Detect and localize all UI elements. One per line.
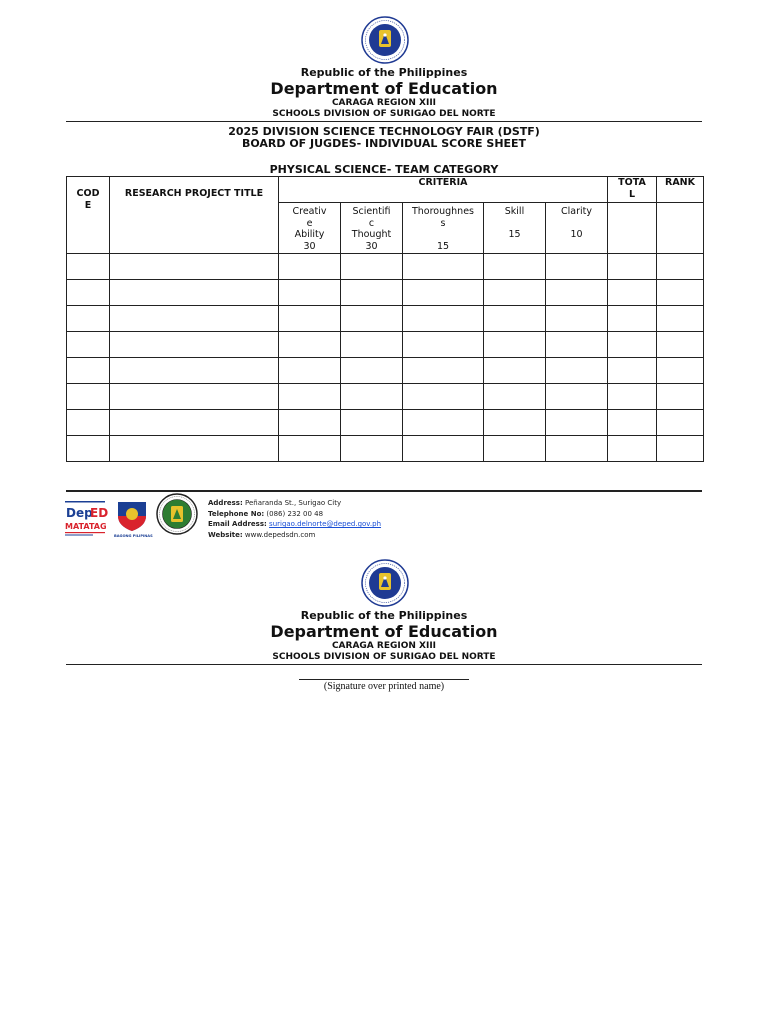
creative-score-cell[interactable] — [279, 435, 341, 461]
rank-cell[interactable] — [657, 435, 704, 461]
title-column-header: RESEARCH PROJECT TITLE — [110, 177, 279, 254]
title-cell[interactable] — [110, 383, 279, 409]
criterion-thoroughness: Thoroughnes s 15 — [403, 203, 484, 254]
deped-seal-icon — [361, 16, 409, 64]
criteria-header: CRITERIA — [279, 177, 608, 203]
title-cell[interactable] — [110, 409, 279, 435]
thoroughness-score-cell[interactable] — [403, 331, 484, 357]
category-title: PHYSICAL SCIENCE- TEAM CATEGORY — [269, 163, 499, 176]
skill-score-cell[interactable] — [484, 383, 546, 409]
signature-caption: (Signature over printed name) — [323, 681, 445, 692]
region-heading-2: CARAGA REGION XIII — [331, 641, 437, 651]
clarity-score-cell[interactable] — [546, 331, 608, 357]
rank-subheader-cell — [657, 203, 704, 254]
website-line: Website: www.depedsdn.com — [208, 530, 316, 539]
republic-heading: Republic of the Philippines — [300, 66, 468, 79]
scientific-score-cell[interactable] — [341, 253, 403, 279]
rank-cell[interactable] — [657, 253, 704, 279]
scientific-score-cell[interactable] — [341, 331, 403, 357]
code-cell[interactable] — [67, 409, 110, 435]
thoroughness-score-cell[interactable] — [403, 409, 484, 435]
thoroughness-score-cell[interactable] — [403, 357, 484, 383]
creative-score-cell[interactable] — [279, 279, 341, 305]
email-link[interactable]: surigao.delnorte@deped.gov.ph — [269, 520, 382, 528]
code-column-header — [67, 177, 110, 254]
clarity-score-cell[interactable] — [546, 357, 608, 383]
division-heading: SCHOOLS DIVISION OF SURIGAO DEL NORTE — [272, 109, 496, 119]
criterion-points: 30 — [365, 240, 378, 252]
department-heading-2: Department of Education — [270, 622, 498, 641]
code-cell[interactable] — [67, 253, 110, 279]
criterion-points: 15 — [508, 229, 521, 240]
division-heading-2: SCHOOLS DIVISION OF SURIGAO DEL NORTE — [272, 652, 496, 662]
deped-matatag-logo — [64, 498, 109, 538]
table-row — [67, 279, 704, 305]
total-cell[interactable] — [608, 331, 657, 357]
svg-text:Dep: Dep — [66, 506, 93, 520]
rank-cell[interactable] — [657, 331, 704, 357]
title-cell[interactable] — [110, 435, 279, 461]
thoroughness-score-cell[interactable] — [403, 305, 484, 331]
code-cell[interactable] — [67, 331, 110, 357]
footer-divider — [66, 490, 702, 492]
code-header-line2: E — [84, 200, 92, 211]
skill-score-cell[interactable] — [484, 357, 546, 383]
title-cell[interactable] — [110, 331, 279, 357]
scientific-score-cell[interactable] — [341, 409, 403, 435]
code-header-line1: COD — [76, 188, 100, 199]
table-header-row — [67, 177, 704, 203]
code-cell[interactable] — [67, 357, 110, 383]
criterion-points: 10 — [570, 229, 583, 240]
scientific-score-cell[interactable] — [341, 357, 403, 383]
clarity-score-cell[interactable] — [546, 435, 608, 461]
total-cell[interactable] — [608, 305, 657, 331]
deped-seal-icon — [361, 559, 409, 607]
title-cell[interactable] — [110, 279, 279, 305]
rank-cell[interactable] — [657, 279, 704, 305]
criterion-skill: Skill 15 — [484, 203, 546, 254]
skill-score-cell[interactable] — [484, 409, 546, 435]
total-header-line2: L — [628, 189, 636, 200]
address-line: Address: Peñaranda St., Surigao City — [208, 499, 342, 507]
department-heading: Department of Education — [270, 79, 498, 98]
scientific-score-cell[interactable] — [341, 383, 403, 409]
code-cell[interactable] — [67, 305, 110, 331]
creative-score-cell[interactable] — [279, 357, 341, 383]
thoroughness-score-cell[interactable] — [403, 279, 484, 305]
event-title: 2025 DIVISION SCIENCE TECHNOLOGY FAIR (DSTF) — [228, 125, 540, 138]
total-header-line1: TOTA — [618, 177, 646, 188]
criterion-points: 15 — [436, 241, 450, 252]
svg-text:MATATAG: MATATAG — [65, 522, 107, 531]
code-cell[interactable] — [67, 383, 110, 409]
table-row — [67, 331, 704, 357]
total-cell[interactable] — [608, 383, 657, 409]
scientific-score-cell[interactable] — [341, 279, 403, 305]
contact-block — [208, 498, 381, 540]
skill-score-cell[interactable] — [484, 331, 546, 357]
table-row — [67, 409, 704, 435]
total-subheader-cell — [608, 203, 657, 254]
scientific-score-cell[interactable] — [341, 435, 403, 461]
thoroughness-score-cell[interactable] — [403, 435, 484, 461]
table-row — [67, 383, 704, 409]
svg-text:BAGONG PILIPINAS: BAGONG PILIPINAS — [114, 534, 153, 538]
criterion-clarity: Clarity 10 — [546, 203, 608, 254]
total-cell[interactable] — [608, 279, 657, 305]
clarity-score-cell[interactable] — [546, 409, 608, 435]
title-cell[interactable] — [110, 357, 279, 383]
skill-score-cell[interactable] — [484, 435, 546, 461]
email-line: Email Address: surigao.delnorte@deped.gov.ph — [208, 520, 382, 528]
total-cell[interactable] — [608, 357, 657, 383]
signature-line[interactable] — [299, 679, 469, 680]
clarity-score-cell[interactable] — [546, 279, 608, 305]
skill-score-cell[interactable] — [484, 305, 546, 331]
creative-score-cell[interactable] — [279, 383, 341, 409]
criterion-scientific-thought: Scientifi c Thought 30 — [341, 203, 403, 254]
skill-score-cell[interactable] — [484, 253, 546, 279]
clarity-score-cell[interactable] — [546, 253, 608, 279]
table-row — [67, 435, 704, 461]
rank-cell[interactable] — [657, 383, 704, 409]
rank-column-header: RANK — [657, 177, 704, 203]
header-divider-2 — [66, 664, 702, 665]
criterion-points: 30 — [303, 240, 316, 252]
title-cell[interactable] — [110, 253, 279, 279]
creative-score-cell[interactable] — [279, 253, 341, 279]
region-heading: CARAGA REGION XIII — [331, 98, 437, 108]
clarity-score-cell[interactable] — [546, 305, 608, 331]
rank-cell[interactable] — [657, 305, 704, 331]
bagong-pilipinas-logo — [113, 498, 151, 538]
code-cell[interactable] — [67, 435, 110, 461]
thoroughness-score-cell[interactable] — [403, 253, 484, 279]
telephone-line: Telephone No: (086) 232 00 48 — [208, 509, 324, 518]
svg-text:ED: ED — [90, 506, 109, 520]
table-row — [67, 357, 704, 383]
score-table — [66, 176, 704, 462]
title-cell[interactable] — [110, 305, 279, 331]
creative-score-cell[interactable] — [279, 409, 341, 435]
header-divider — [66, 121, 702, 122]
sheet-title: BOARD OF JUGDES- INDIVIDUAL SCORE SHEET — [241, 137, 527, 150]
table-row — [67, 253, 704, 279]
total-cell[interactable] — [608, 435, 657, 461]
total-cell[interactable] — [608, 409, 657, 435]
creative-score-cell[interactable] — [279, 331, 341, 357]
rank-cell[interactable] — [657, 409, 704, 435]
table-row — [67, 305, 704, 331]
criterion-creative-ability: Creativ e Ability 30 — [279, 203, 341, 254]
score-rows — [67, 253, 704, 461]
code-cell[interactable] — [67, 279, 110, 305]
thoroughness-score-cell[interactable] — [403, 383, 484, 409]
total-column-header — [608, 177, 657, 203]
total-cell[interactable] — [608, 253, 657, 279]
skill-score-cell[interactable] — [484, 279, 546, 305]
scientific-score-cell[interactable] — [341, 305, 403, 331]
division-seal-icon — [156, 493, 198, 535]
rank-cell[interactable] — [657, 357, 704, 383]
clarity-score-cell[interactable] — [546, 383, 608, 409]
creative-score-cell[interactable] — [279, 305, 341, 331]
republic-heading-2: Republic of the Philippines — [300, 609, 468, 622]
